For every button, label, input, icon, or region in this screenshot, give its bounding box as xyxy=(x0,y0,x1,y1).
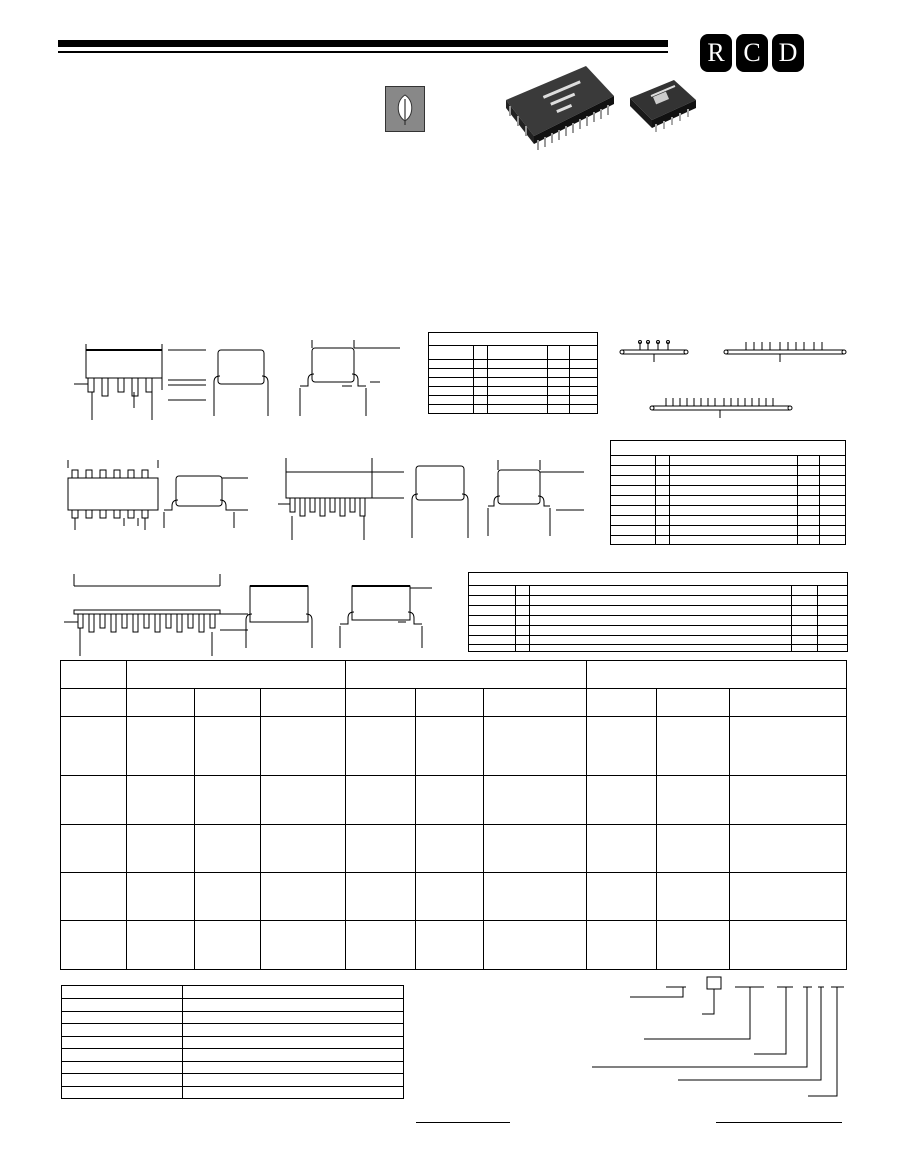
leaf-icon xyxy=(385,86,425,132)
package-drawing-8pin-smd xyxy=(296,336,406,426)
options-table xyxy=(61,985,404,1099)
product-photo-large xyxy=(498,60,618,152)
package-drawing-16pin-smd xyxy=(484,456,588,540)
footer-rule-right xyxy=(716,1122,842,1123)
package-drawing-8pin-side xyxy=(166,336,276,426)
header-rule-thick xyxy=(58,40,668,47)
footer-rule-left xyxy=(416,1122,510,1123)
dimension-table-a xyxy=(428,332,598,414)
logo-letter-c: C xyxy=(736,34,768,72)
schematic-4pin xyxy=(618,338,690,368)
dimension-table-b xyxy=(610,440,846,545)
schematic-8pin xyxy=(722,338,848,368)
part-number-designation xyxy=(588,970,848,1100)
specifications-table xyxy=(60,660,847,970)
product-photo-small xyxy=(624,76,700,134)
rcd-logo xyxy=(700,34,838,74)
dimension-table-c xyxy=(468,572,848,652)
package-drawing-16pin-side xyxy=(408,460,472,542)
logo-letter-r: R xyxy=(700,34,732,72)
package-drawing-16pin-top xyxy=(276,454,408,544)
package-drawing-24pin-side xyxy=(242,580,320,652)
schematic-16pin xyxy=(648,394,794,424)
package-drawing-14pin-smd-side xyxy=(162,462,252,534)
header-rule-thin xyxy=(58,51,668,53)
logo-letter-d: D xyxy=(772,34,804,72)
package-drawing-14pin-dip xyxy=(62,454,166,534)
package-drawing-24pin-top xyxy=(62,570,252,660)
package-drawing-24pin-smd xyxy=(336,578,436,654)
